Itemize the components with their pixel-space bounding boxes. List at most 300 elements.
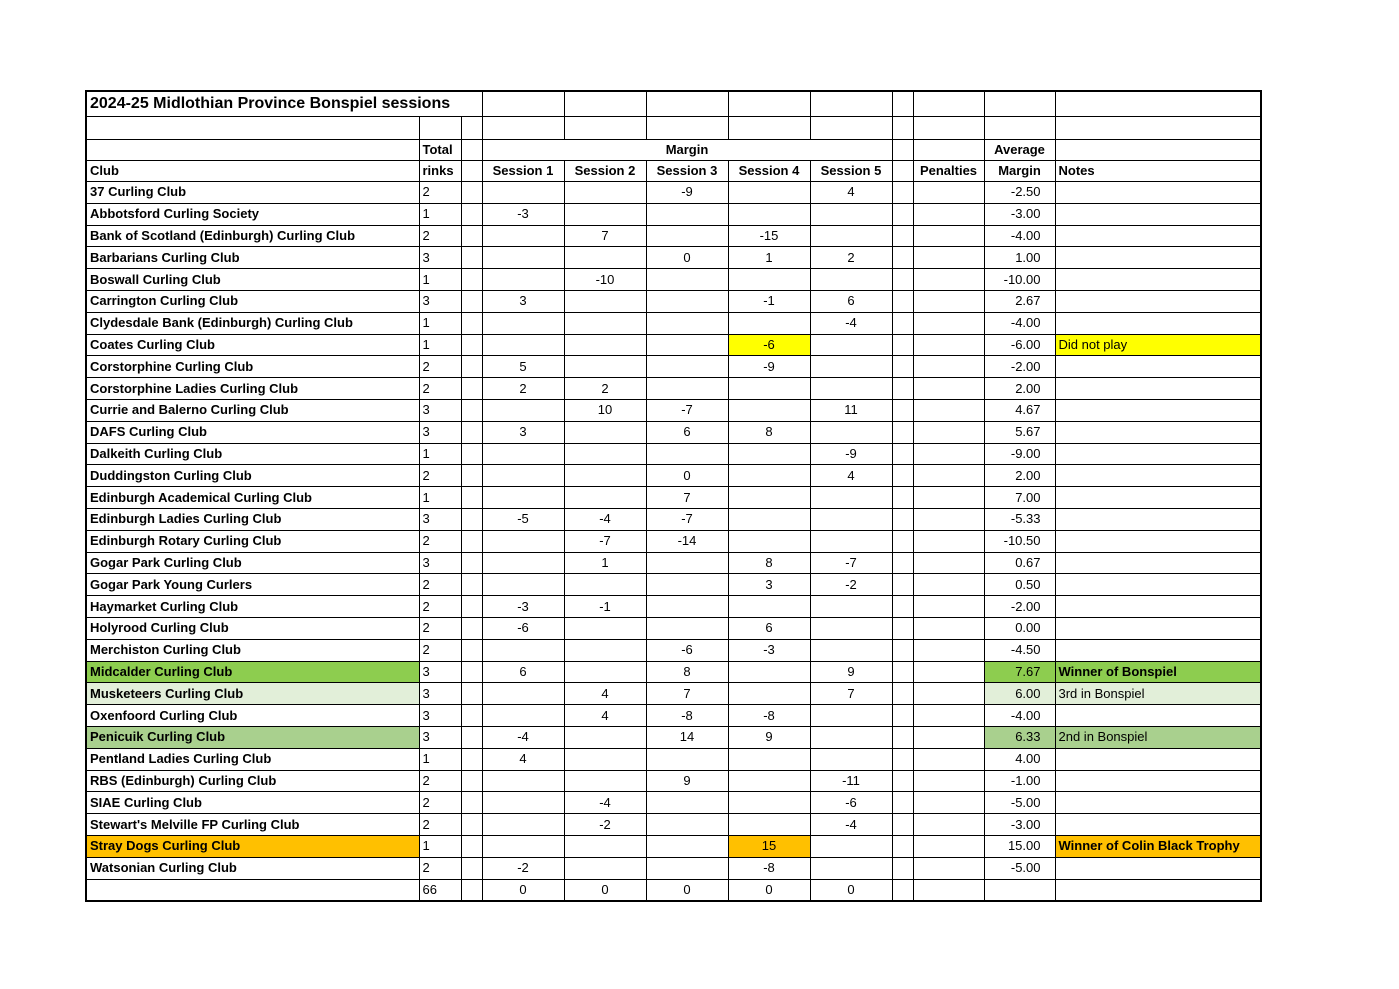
spacer-cell[interactable] [461, 487, 482, 509]
notes-cell[interactable] [1055, 748, 1261, 770]
session2-cell[interactable] [564, 290, 646, 312]
avg-margin-cell[interactable]: 7.67 [984, 661, 1055, 683]
session4-cell[interactable] [728, 443, 810, 465]
session2-cell[interactable] [564, 639, 646, 661]
club-cell[interactable]: Penicuik Curling Club [86, 726, 419, 748]
club-cell[interactable]: Edinburgh Rotary Curling Club [86, 530, 419, 552]
spacer-cell[interactable] [461, 552, 482, 574]
spacer-cell[interactable] [461, 312, 482, 334]
session3-cell[interactable]: -6 [646, 639, 728, 661]
session5-cell[interactable] [810, 530, 892, 552]
session2-cell[interactable]: 4 [564, 705, 646, 727]
spacer-cell[interactable] [461, 465, 482, 487]
notes-cell[interactable]: Winner of Colin Black Trophy [1055, 835, 1261, 857]
session1-cell[interactable]: 2 [482, 378, 564, 400]
club-cell[interactable]: Corstorphine Ladies Curling Club [86, 378, 419, 400]
club-cell[interactable]: Corstorphine Curling Club [86, 356, 419, 378]
notes-cell[interactable] [1055, 269, 1261, 291]
session5-cell[interactable] [810, 726, 892, 748]
session4-cell[interactable]: -3 [728, 639, 810, 661]
penalties-cell[interactable] [913, 596, 984, 618]
session3-cell[interactable]: 0 [646, 465, 728, 487]
session5-cell[interactable] [810, 508, 892, 530]
session3-cell[interactable] [646, 835, 728, 857]
session4-cell[interactable] [728, 814, 810, 836]
session1-cell[interactable] [482, 465, 564, 487]
session1-cell[interactable] [482, 530, 564, 552]
session5-cell[interactable]: -4 [810, 814, 892, 836]
club-cell[interactable]: Haymarket Curling Club [86, 596, 419, 618]
club-cell[interactable]: Abbotsford Curling Society [86, 203, 419, 225]
session1-cell[interactable] [482, 639, 564, 661]
session2-total-cell[interactable]: 0 [564, 879, 646, 901]
rinks-cell[interactable]: 1 [419, 835, 461, 857]
session1-cell[interactable]: 3 [482, 290, 564, 312]
spacer-cell[interactable] [461, 421, 482, 443]
avg-margin-cell[interactable]: 0.50 [984, 574, 1055, 596]
session1-cell[interactable]: 4 [482, 748, 564, 770]
session3-cell[interactable]: -7 [646, 399, 728, 421]
notes-cell[interactable] [1055, 857, 1261, 879]
session2-cell[interactable]: -4 [564, 792, 646, 814]
club-cell[interactable]: Barbarians Curling Club [86, 247, 419, 269]
penalties-cell[interactable] [913, 617, 984, 639]
avg-margin-cell[interactable]: 7.00 [984, 487, 1055, 509]
session4-cell[interactable]: 1 [728, 247, 810, 269]
spacer-cell[interactable] [892, 203, 913, 225]
session4-cell[interactable] [728, 792, 810, 814]
session4-cell[interactable] [728, 378, 810, 400]
spacer-cell[interactable] [892, 726, 913, 748]
club-cell[interactable]: Dalkeith Curling Club [86, 443, 419, 465]
notes-total-cell[interactable] [1055, 879, 1261, 901]
session4-cell[interactable]: -8 [728, 705, 810, 727]
session4-cell[interactable]: -9 [728, 356, 810, 378]
spacer-cell[interactable] [461, 792, 482, 814]
avg-margin-cell[interactable]: 2.67 [984, 290, 1055, 312]
session3-cell[interactable] [646, 269, 728, 291]
spacer-cell[interactable] [892, 378, 913, 400]
club-cell[interactable]: Coates Curling Club [86, 334, 419, 356]
rinks-cell[interactable]: 2 [419, 574, 461, 596]
spacer-cell[interactable] [892, 530, 913, 552]
session1-cell[interactable] [482, 552, 564, 574]
spacer-cell[interactable] [892, 465, 913, 487]
session2-cell[interactable] [564, 661, 646, 683]
notes-cell[interactable] [1055, 530, 1261, 552]
session5-cell[interactable]: 9 [810, 661, 892, 683]
rinks-cell[interactable]: 1 [419, 487, 461, 509]
club-cell[interactable]: Pentland Ladies Curling Club [86, 748, 419, 770]
spacer-cell[interactable] [461, 661, 482, 683]
session4-cell[interactable] [728, 487, 810, 509]
rinks-cell[interactable]: 3 [419, 290, 461, 312]
session3-cell[interactable] [646, 574, 728, 596]
rinks-cell[interactable]: 2 [419, 356, 461, 378]
rinks-cell[interactable]: 3 [419, 247, 461, 269]
avg-margin-cell[interactable]: 2.00 [984, 378, 1055, 400]
avg-margin-cell[interactable]: -10.00 [984, 269, 1055, 291]
session1-cell[interactable]: -4 [482, 726, 564, 748]
session3-cell[interactable]: -7 [646, 508, 728, 530]
notes-cell[interactable] [1055, 203, 1261, 225]
spacer-cell[interactable] [892, 879, 913, 901]
rinks-cell[interactable]: 2 [419, 792, 461, 814]
spacer-cell[interactable] [461, 835, 482, 857]
penalties-cell[interactable] [913, 225, 984, 247]
spacer-cell[interactable] [461, 530, 482, 552]
spacer-cell[interactable] [461, 879, 482, 901]
spacer-cell[interactable] [461, 617, 482, 639]
avg-margin-cell[interactable]: 0.67 [984, 552, 1055, 574]
penalties-cell[interactable] [913, 356, 984, 378]
session3-cell[interactable] [646, 334, 728, 356]
spacer-cell[interactable] [461, 334, 482, 356]
penalties-cell[interactable] [913, 443, 984, 465]
session3-cell[interactable] [646, 203, 728, 225]
spacer-cell[interactable] [461, 356, 482, 378]
avg-margin-cell[interactable]: -5.33 [984, 508, 1055, 530]
notes-cell[interactable] [1055, 574, 1261, 596]
notes-cell[interactable] [1055, 814, 1261, 836]
session2-cell[interactable]: -4 [564, 508, 646, 530]
notes-cell[interactable] [1055, 312, 1261, 334]
session1-cell[interactable] [482, 225, 564, 247]
avg-margin-cell[interactable]: -5.00 [984, 792, 1055, 814]
session4-cell[interactable] [728, 683, 810, 705]
session2-cell[interactable]: 1 [564, 552, 646, 574]
spacer-cell[interactable] [892, 748, 913, 770]
session3-cell[interactable] [646, 617, 728, 639]
session5-cell[interactable] [810, 487, 892, 509]
session2-cell[interactable] [564, 835, 646, 857]
session3-cell[interactable] [646, 378, 728, 400]
avg-margin-cell[interactable]: -2.00 [984, 356, 1055, 378]
club-cell[interactable]: Midcalder Curling Club [86, 661, 419, 683]
club-cell[interactable]: Edinburgh Ladies Curling Club [86, 508, 419, 530]
session4-cell[interactable] [728, 530, 810, 552]
penalties-cell[interactable] [913, 639, 984, 661]
avg-margin-cell[interactable]: -4.00 [984, 312, 1055, 334]
club-cell[interactable]: Gogar Park Young Curlers [86, 574, 419, 596]
notes-cell[interactable] [1055, 596, 1261, 618]
session1-cell[interactable]: -2 [482, 857, 564, 879]
rinks-cell[interactable]: 2 [419, 378, 461, 400]
notes-cell[interactable] [1055, 225, 1261, 247]
club-cell[interactable]: 37 Curling Club [86, 182, 419, 204]
penalties-cell[interactable] [913, 399, 984, 421]
session2-cell[interactable]: -2 [564, 814, 646, 836]
session5-cell[interactable] [810, 857, 892, 879]
session4-cell[interactable] [728, 508, 810, 530]
avg-margin-cell[interactable]: 4.00 [984, 748, 1055, 770]
notes-cell[interactable] [1055, 617, 1261, 639]
spacer-cell[interactable] [892, 508, 913, 530]
totals-label-cell[interactable] [86, 879, 419, 901]
session3-cell[interactable] [646, 552, 728, 574]
notes-cell[interactable] [1055, 508, 1261, 530]
session4-cell[interactable]: -15 [728, 225, 810, 247]
notes-cell[interactable] [1055, 356, 1261, 378]
session5-cell[interactable] [810, 203, 892, 225]
session2-cell[interactable] [564, 421, 646, 443]
rinks-cell[interactable]: 2 [419, 814, 461, 836]
session1-cell[interactable]: 3 [482, 421, 564, 443]
spacer-cell[interactable] [461, 574, 482, 596]
session1-total-cell[interactable]: 0 [482, 879, 564, 901]
rinks-cell[interactable]: 3 [419, 726, 461, 748]
session1-cell[interactable] [482, 334, 564, 356]
penalties-cell[interactable] [913, 726, 984, 748]
session1-cell[interactable]: -6 [482, 617, 564, 639]
penalties-cell[interactable] [913, 857, 984, 879]
club-cell[interactable]: Gogar Park Curling Club [86, 552, 419, 574]
penalties-cell[interactable] [913, 269, 984, 291]
session2-cell[interactable]: 4 [564, 683, 646, 705]
rinks-cell[interactable]: 2 [419, 465, 461, 487]
session1-cell[interactable] [482, 443, 564, 465]
session2-cell[interactable] [564, 770, 646, 792]
avg-margin-cell[interactable]: -2.00 [984, 596, 1055, 618]
session2-cell[interactable] [564, 617, 646, 639]
rinks-cell[interactable]: 3 [419, 705, 461, 727]
club-cell[interactable]: Oxenfoord Curling Club [86, 705, 419, 727]
spacer-cell[interactable] [892, 705, 913, 727]
club-cell[interactable]: Merchiston Curling Club [86, 639, 419, 661]
session2-cell[interactable]: 10 [564, 399, 646, 421]
notes-cell[interactable] [1055, 443, 1261, 465]
session1-cell[interactable]: -3 [482, 203, 564, 225]
penalties-cell[interactable] [913, 247, 984, 269]
spacer-cell[interactable] [461, 596, 482, 618]
penalties-cell[interactable] [913, 770, 984, 792]
session3-cell[interactable] [646, 312, 728, 334]
spacer-cell[interactable] [892, 225, 913, 247]
avg-margin-cell[interactable]: 15.00 [984, 835, 1055, 857]
penalties-cell[interactable] [913, 312, 984, 334]
session5-cell[interactable]: 2 [810, 247, 892, 269]
club-cell[interactable]: Carrington Curling Club [86, 290, 419, 312]
spacer-cell[interactable] [461, 182, 482, 204]
session2-cell[interactable] [564, 356, 646, 378]
session5-total-cell[interactable]: 0 [810, 879, 892, 901]
session4-cell[interactable] [728, 203, 810, 225]
rinks-cell[interactable]: 2 [419, 596, 461, 618]
session2-cell[interactable]: 7 [564, 225, 646, 247]
session3-cell[interactable]: 7 [646, 487, 728, 509]
session3-cell[interactable]: -14 [646, 530, 728, 552]
avg-margin-cell[interactable]: -4.50 [984, 639, 1055, 661]
spacer-cell[interactable] [892, 443, 913, 465]
avg-margin-cell[interactable]: -4.00 [984, 225, 1055, 247]
spacer-cell[interactable] [461, 399, 482, 421]
session1-cell[interactable] [482, 835, 564, 857]
session2-cell[interactable] [564, 334, 646, 356]
penalties-cell[interactable] [913, 792, 984, 814]
session5-cell[interactable]: 4 [810, 182, 892, 204]
penalties-cell[interactable] [913, 465, 984, 487]
notes-cell[interactable]: Did not play [1055, 334, 1261, 356]
session4-cell[interactable] [728, 182, 810, 204]
session1-cell[interactable] [482, 683, 564, 705]
club-cell[interactable]: Boswall Curling Club [86, 269, 419, 291]
session4-cell[interactable]: 3 [728, 574, 810, 596]
penalties-cell[interactable] [913, 705, 984, 727]
notes-cell[interactable]: 3rd in Bonspiel [1055, 683, 1261, 705]
session4-cell[interactable]: 8 [728, 552, 810, 574]
penalties-cell[interactable] [913, 530, 984, 552]
session2-cell[interactable] [564, 726, 646, 748]
session4-cell[interactable]: -8 [728, 857, 810, 879]
penalties-cell[interactable] [913, 683, 984, 705]
spacer-cell[interactable] [892, 857, 913, 879]
spacer-cell[interactable] [892, 399, 913, 421]
club-cell[interactable]: Holyrood Curling Club [86, 617, 419, 639]
session3-cell[interactable] [646, 857, 728, 879]
session5-cell[interactable]: 11 [810, 399, 892, 421]
session3-cell[interactable] [646, 356, 728, 378]
session3-cell[interactable]: 14 [646, 726, 728, 748]
avg-margin-cell[interactable]: 2.00 [984, 465, 1055, 487]
club-cell[interactable]: Bank of Scotland (Edinburgh) Curling Club [86, 225, 419, 247]
spacer-cell[interactable] [892, 574, 913, 596]
session1-cell[interactable]: -5 [482, 508, 564, 530]
avg-margin-cell[interactable]: -2.50 [984, 182, 1055, 204]
session2-cell[interactable]: -1 [564, 596, 646, 618]
session5-cell[interactable]: -4 [810, 312, 892, 334]
notes-cell[interactable] [1055, 770, 1261, 792]
spacer-cell[interactable] [461, 225, 482, 247]
spacer-cell[interactable] [892, 792, 913, 814]
avg-margin-cell[interactable]: 5.67 [984, 421, 1055, 443]
session4-cell[interactable] [728, 596, 810, 618]
total-rinks-cell[interactable]: 66 [419, 879, 461, 901]
spacer-cell[interactable] [892, 639, 913, 661]
rinks-cell[interactable]: 3 [419, 552, 461, 574]
session1-cell[interactable] [482, 705, 564, 727]
spacer-cell[interactable] [892, 683, 913, 705]
session3-cell[interactable] [646, 748, 728, 770]
session5-cell[interactable] [810, 617, 892, 639]
penalties-total-cell[interactable] [913, 879, 984, 901]
spacer-cell[interactable] [892, 487, 913, 509]
session2-cell[interactable] [564, 203, 646, 225]
spacer-cell[interactable] [461, 857, 482, 879]
session5-cell[interactable]: 6 [810, 290, 892, 312]
spacer-cell[interactable] [892, 596, 913, 618]
penalties-cell[interactable] [913, 748, 984, 770]
rinks-cell[interactable]: 2 [419, 530, 461, 552]
spacer-cell[interactable] [892, 290, 913, 312]
session3-cell[interactable] [646, 290, 728, 312]
session5-cell[interactable]: -7 [810, 552, 892, 574]
club-cell[interactable]: Edinburgh Academical Curling Club [86, 487, 419, 509]
notes-cell[interactable] [1055, 247, 1261, 269]
notes-cell[interactable] [1055, 182, 1261, 204]
penalties-cell[interactable] [913, 487, 984, 509]
spacer-cell[interactable] [892, 356, 913, 378]
session2-cell[interactable] [564, 182, 646, 204]
avg-margin-cell[interactable]: -6.00 [984, 334, 1055, 356]
spacer-cell[interactable] [892, 814, 913, 836]
spacer-cell[interactable] [461, 748, 482, 770]
spacer-cell[interactable] [892, 552, 913, 574]
session4-cell[interactable] [728, 465, 810, 487]
session1-cell[interactable] [482, 792, 564, 814]
rinks-cell[interactable]: 2 [419, 639, 461, 661]
avg-margin-cell[interactable]: -9.00 [984, 443, 1055, 465]
session3-cell[interactable] [646, 596, 728, 618]
club-cell[interactable]: SIAE Curling Club [86, 792, 419, 814]
avg-margin-cell[interactable]: -3.00 [984, 814, 1055, 836]
session1-cell[interactable] [482, 399, 564, 421]
spacer-cell[interactable] [892, 269, 913, 291]
spacer-cell[interactable] [461, 290, 482, 312]
club-cell[interactable]: Watsonian Curling Club [86, 857, 419, 879]
avg-margin-cell[interactable]: -5.00 [984, 857, 1055, 879]
session4-cell[interactable] [728, 770, 810, 792]
rinks-cell[interactable]: 2 [419, 770, 461, 792]
avg-margin-cell[interactable]: 1.00 [984, 247, 1055, 269]
session5-cell[interactable] [810, 378, 892, 400]
spacer-cell[interactable] [461, 247, 482, 269]
session1-cell[interactable] [482, 770, 564, 792]
avg-margin-cell[interactable]: -1.00 [984, 770, 1055, 792]
session2-cell[interactable] [564, 487, 646, 509]
spacer-cell[interactable] [461, 269, 482, 291]
avg-margin-cell[interactable]: 0.00 [984, 617, 1055, 639]
rinks-cell[interactable]: 2 [419, 182, 461, 204]
session2-cell[interactable]: 2 [564, 378, 646, 400]
session1-cell[interactable] [482, 487, 564, 509]
spacer-cell[interactable] [892, 661, 913, 683]
session5-cell[interactable]: 4 [810, 465, 892, 487]
spacer-cell[interactable] [461, 683, 482, 705]
penalties-cell[interactable] [913, 552, 984, 574]
rinks-cell[interactable]: 2 [419, 617, 461, 639]
spacer-cell[interactable] [892, 247, 913, 269]
session4-total-cell[interactable]: 0 [728, 879, 810, 901]
penalties-cell[interactable] [913, 203, 984, 225]
rinks-cell[interactable]: 1 [419, 748, 461, 770]
session4-cell[interactable]: 8 [728, 421, 810, 443]
session3-cell[interactable]: -9 [646, 182, 728, 204]
penalties-cell[interactable] [913, 508, 984, 530]
penalties-cell[interactable] [913, 421, 984, 443]
rinks-cell[interactable]: 3 [419, 683, 461, 705]
session4-cell[interactable] [728, 661, 810, 683]
rinks-cell[interactable]: 1 [419, 203, 461, 225]
spacer-cell[interactable] [461, 726, 482, 748]
session5-cell[interactable]: -2 [810, 574, 892, 596]
spacer-cell[interactable] [461, 705, 482, 727]
session4-cell[interactable] [728, 269, 810, 291]
rinks-cell[interactable]: 1 [419, 334, 461, 356]
club-cell[interactable]: Clydesdale Bank (Edinburgh) Curling Club [86, 312, 419, 334]
notes-cell[interactable] [1055, 639, 1261, 661]
avg-total-cell[interactable] [984, 879, 1055, 901]
club-cell[interactable]: Stray Dogs Curling Club [86, 835, 419, 857]
spacer-cell[interactable] [892, 312, 913, 334]
session3-cell[interactable]: 0 [646, 247, 728, 269]
notes-cell[interactable] [1055, 290, 1261, 312]
notes-cell[interactable] [1055, 487, 1261, 509]
session5-cell[interactable] [810, 835, 892, 857]
penalties-cell[interactable] [913, 290, 984, 312]
session2-cell[interactable] [564, 247, 646, 269]
club-cell[interactable]: Musketeers Curling Club [86, 683, 419, 705]
rinks-cell[interactable]: 2 [419, 225, 461, 247]
